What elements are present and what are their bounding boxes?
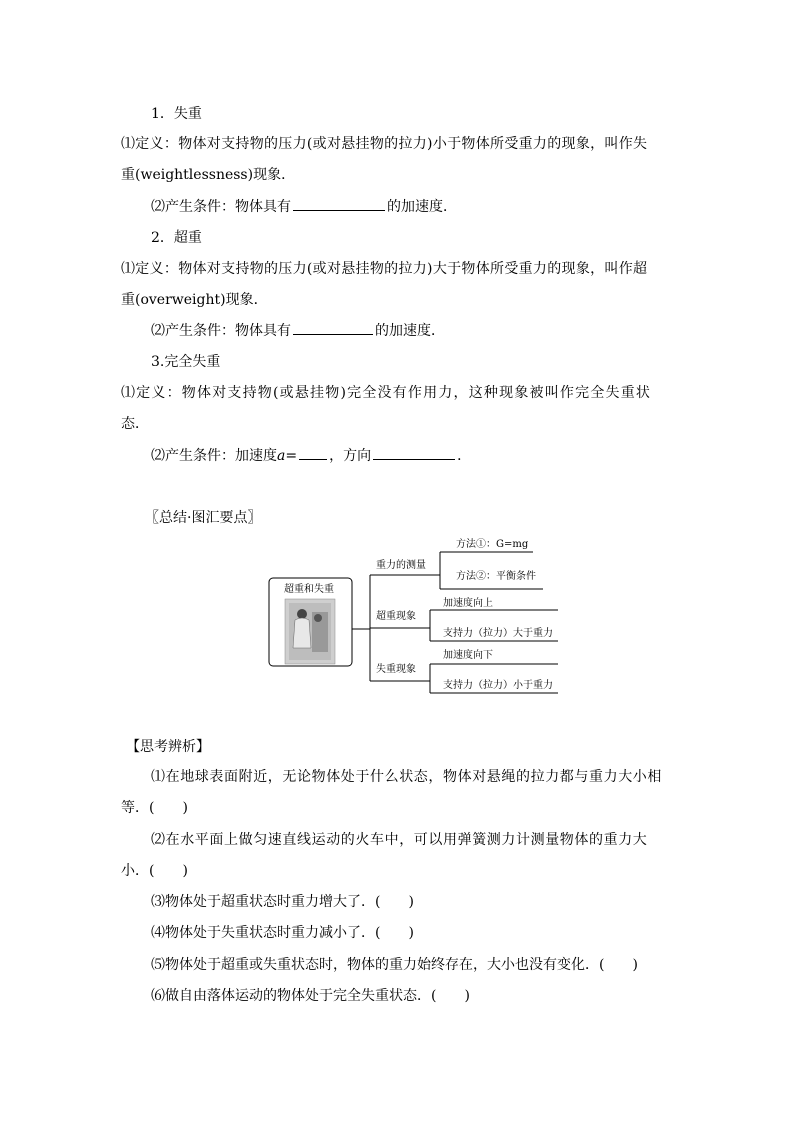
question-4: ⑷物体处于失重状态时重力减小了．( ) <box>151 925 414 941</box>
root-label: 超重和失重 <box>284 584 334 595</box>
section-3-condition-prefix: ⑵产生条件：加速度 <box>151 448 277 464</box>
equals-sign: = <box>285 448 298 464</box>
question-6: ⑹做自由落体运动的物体处于完全失重状态．( ) <box>151 988 470 1004</box>
acceleration-symbol: a <box>277 448 286 464</box>
leaf-support-less: 支持力（拉力）小于重力 <box>443 680 553 691</box>
branch-gravity-measurement: 重力的测量 <box>376 560 426 571</box>
question-2-line1: ⑵在水平面上做匀速直线运动的火车中，可以用弹簧测力计测量物体的重力大 <box>151 832 648 848</box>
section-3-title: 3.完全失重 <box>151 354 221 370</box>
leaf-acceleration-up: 加速度向上 <box>443 598 493 609</box>
leaf-method-1: 方法①：G=mg <box>456 539 529 550</box>
section-2-condition-prefix: ⑵产生条件：物体具有 <box>151 323 291 339</box>
leaf-acceleration-down: 加速度向下 <box>443 650 493 661</box>
section-1-condition-prefix: ⑵产生条件：物体具有 <box>151 199 291 215</box>
section-1-title: 1．失重 <box>151 106 202 122</box>
branch-weightless: 失重现象 <box>376 664 416 675</box>
question-3: ⑶物体处于超重状态时重力增大了．( ) <box>151 894 414 910</box>
thinking-heading: 【思考辨析】 <box>126 739 210 755</box>
branch-overweight: 超重现象 <box>376 611 416 622</box>
question-5: ⑸物体处于超重或失重状态时，物体的重力始终存在，大小也没有变化．( ) <box>151 957 638 973</box>
section-2-definition-line2: 重(overweight)现象． <box>121 292 268 308</box>
section-1-condition-suffix: 的加速度． <box>387 199 457 215</box>
summary-heading: 〖总结·图汇要点〗 <box>145 510 262 526</box>
section-1-definition-line2: 重(weightlessness)现象． <box>121 167 296 183</box>
leaf-method-2: 方法②：平衡条件 <box>456 571 536 582</box>
question-1-line2: 等．( ) <box>121 800 188 816</box>
question-2-line2: 小．( ) <box>121 863 188 879</box>
question-1-line1: ⑴在地球表面附近，无论物体处于什么状态，物体对悬绳的拉力都与重力大小相 <box>151 769 662 785</box>
section-2-definition-line1: ⑴定义：物体对支持物的压力(或对悬挂物的拉力)大于物体所受重力的现象，叫作超 <box>121 261 648 277</box>
section-2-title: 2．超重 <box>151 230 202 246</box>
leaf-support-greater: 支持力（拉力）大于重力 <box>443 628 553 639</box>
section-3-condition-suffix: ． <box>457 448 472 464</box>
section-2-condition-suffix: 的加速度． <box>375 323 445 339</box>
section-3-definition-line2: 态． <box>121 416 149 432</box>
elevator-photo <box>285 599 335 664</box>
section-3-definition-line1: ⑴定义：物体对支持物(或悬挂物)完全没有作用力，这种现象被叫作完全失重状 <box>121 385 652 401</box>
section-1-definition-line1: ⑴定义：物体对支持物的压力(或对悬挂物的拉力)小于物体所受重力的现象，叫作失 <box>121 136 648 152</box>
section-3-condition-middle: ，方向 <box>329 448 372 464</box>
